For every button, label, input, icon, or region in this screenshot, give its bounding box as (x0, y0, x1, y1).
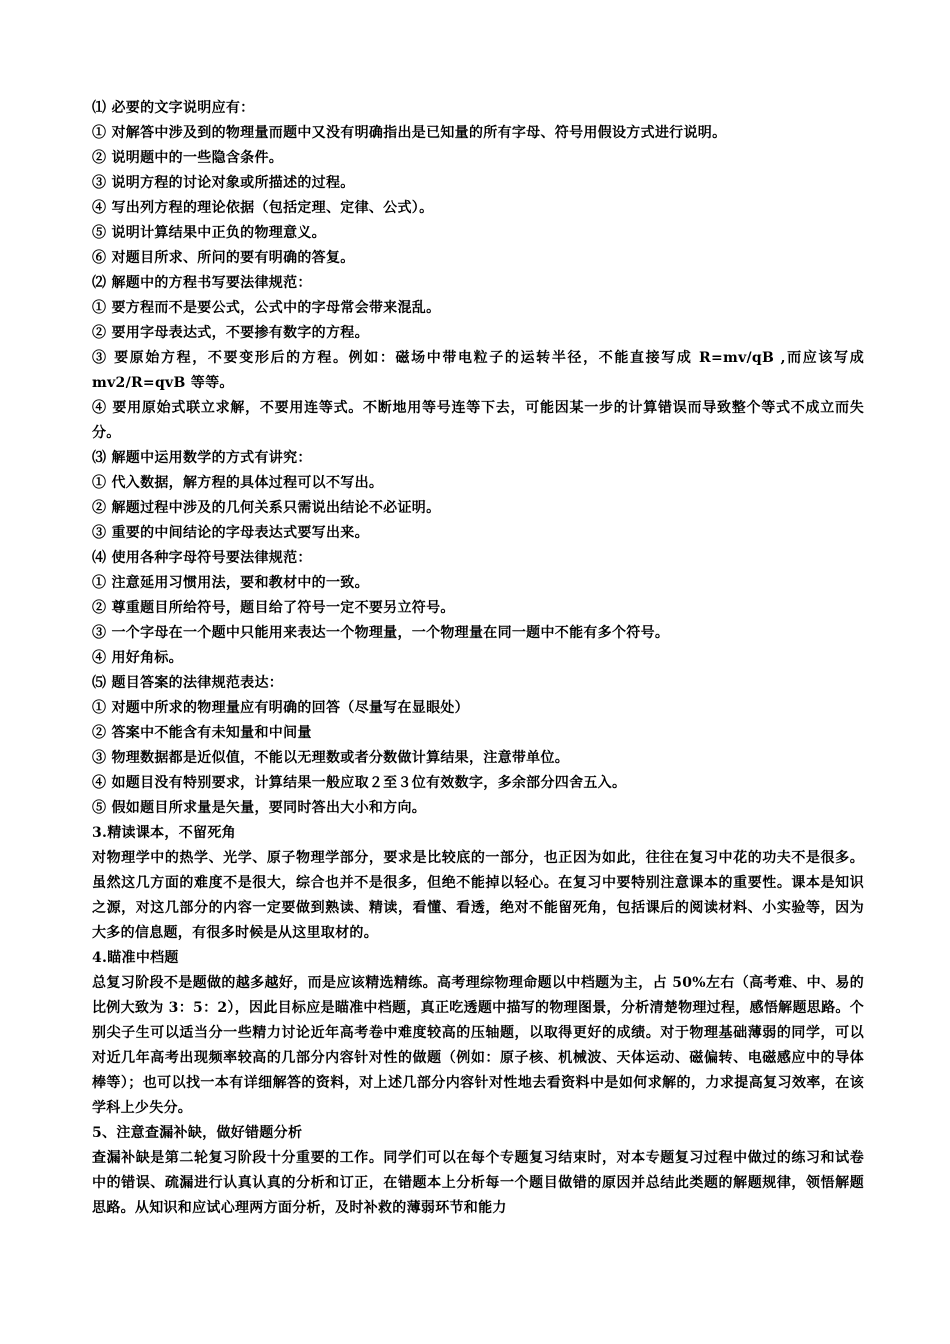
list-item: ③ 一个字母在一个题中只能用来表达一个物理量，一个物理量在同一题中不能有多个符号。 (92, 625, 670, 641)
paragraph-medium-questions: 总复习阶段不是题做的越多越好，而是应该精选精练。高考理综物理命题以中档题为主，占 50%左右（高考难、中、易的比例大致为 3：5：2），因此目标应是瞄准中档题，真正吃透题中描写的物理图景，分析清楚物理过程，感悟解题思路。个别尖子生可以适当分一些精力讨论近年高考卷中难度较高的压轴题，以取得更好的成绩。对于物理基础薄弱的同学，可以对近几年高考出现频率较高的几部分内容针对性的做题（例如：原子核、机械波、天体运动、磁偏转、电磁感应中的导体棒等）；也可以找一本有详细解答的资料，对上述几部分内容针对性地去看资料中是如何求解的，力求提高复习效率，在该学科上少失分。 (92, 975, 864, 1116)
list-item: ③ 重要的中间结论的字母表达式要写出来。 (92, 525, 369, 541)
paragraph-read-textbook: 对物理学中的热学、光学、原子物理学部分，要求是比较底的一部分，也正因为如此，往往在复习中花的功夫不是很多。虽然这几方面的难度不是很大，综合也并不是很多，但绝不能掉以轻心。在复习中要特别注意课本的重要性。课本是知识之源，对这几部分的内容一定要做到熟读、精读，看懂、看透，绝对不能留死角，包括课后的阅读材料、小实验等，因为大多的信息题，有很多时候是从这里取材的。 (92, 850, 864, 941)
list-item: ② 答案中不能含有未知量和中间量 (92, 725, 312, 741)
list-item: ④ 写出列方程的理论依据（包括定理、定律、公式）。 (92, 200, 434, 216)
section-heading-2: ⑵ 解题中的方程书写要法律规范： (92, 275, 312, 291)
heading-error-analysis: 5、注意查漏补缺，做好错题分析 (92, 1125, 303, 1141)
list-item: ⑤ 说明计算结果中正负的物理意义。 (92, 225, 326, 241)
list-item: ⑤ 假如题目所求量是矢量，要同时答出大小和方向。 (92, 800, 427, 816)
list-item: ② 说明题中的一些隐含条件。 (92, 150, 284, 166)
list-item: ① 代入数据，解方程的具体过程可以不写出。 (92, 475, 384, 491)
list-item: ④ 如题目没有特别要求，计算结果一般应取２至３位有效数字，多余部分四舍五入。 (92, 775, 627, 791)
list-item: ① 对解答中涉及到的物理量而题中又没有明确指出是已知量的所有字母、符号用假设方式进行说明。 (92, 125, 727, 141)
section-heading-4: ⑷ 使用各种字母符号要法律规范： (92, 550, 312, 566)
list-item: ② 尊重题目所给符号，题目给了符号一定不要另立符号。 (92, 600, 455, 616)
section-heading-5: ⑸ 题目答案的法律规范表达： (92, 675, 284, 691)
list-item: ③ 说明方程的讨论对象或所描述的过程。 (92, 175, 355, 191)
list-item: ④ 用好角标。 (92, 650, 183, 666)
list-item: ② 解题过程中涉及的几何关系只需说出结论不必证明。 (92, 500, 441, 516)
section-heading-1: ⑴ 必要的文字说明应有： (92, 100, 255, 116)
list-item: ③ 要原始方程，不要变形后的方程。例如：磁场中带电粒子的运转半径，不能直接写成 R=mv/qB ,而应该写成 mv2/R=qvB 等等。 (92, 350, 864, 391)
list-item: ⑥ 对题目所求、所问的要有明确的答复。 (92, 250, 355, 266)
document-body (92, 96, 864, 1221)
heading-read-textbook: 3.精读课本，不留死角 (92, 825, 236, 841)
section-heading-3: ⑶ 解题中运用数学的方式有讲究： (92, 450, 312, 466)
paragraph-error-analysis: 查漏补缺是第二轮复习阶段十分重要的工作。同学们可以在每个专题复习结束时，对本专题复习过程中做过的练习和试卷中的错误、疏漏进行认真认真的分析和订正，在错题本上分析每一个题目做错的原因并总结此类题的解题规律，领悟解题思路。从知识和应试心理两方面分析，及时补救的薄弱环节和能力 (92, 1150, 864, 1216)
list-item: ① 要方程而不是要公式，公式中的字母常会带来混乱。 (92, 300, 441, 316)
list-item: ② 要用字母表达式，不要掺有数字的方程。 (92, 325, 369, 341)
list-item: ① 对题中所求的物理量应有明确的回答（尽量写在显眼处） (92, 700, 469, 716)
list-item: ④ 要用原始式联立求解，不要用连等式。不断地用等号连等下去，可能因某一步的计算错误而导致整个等式不成立而失分。 (92, 400, 864, 441)
heading-medium-questions: 4.瞄准中档题 (92, 950, 179, 966)
list-item: ③ 物理数据都是近似值，不能以无理数或者分数做计算结果，注意带单位。 (92, 750, 570, 766)
list-item: ① 注意延用习惯用法，要和教材中的一致。 (92, 575, 369, 591)
